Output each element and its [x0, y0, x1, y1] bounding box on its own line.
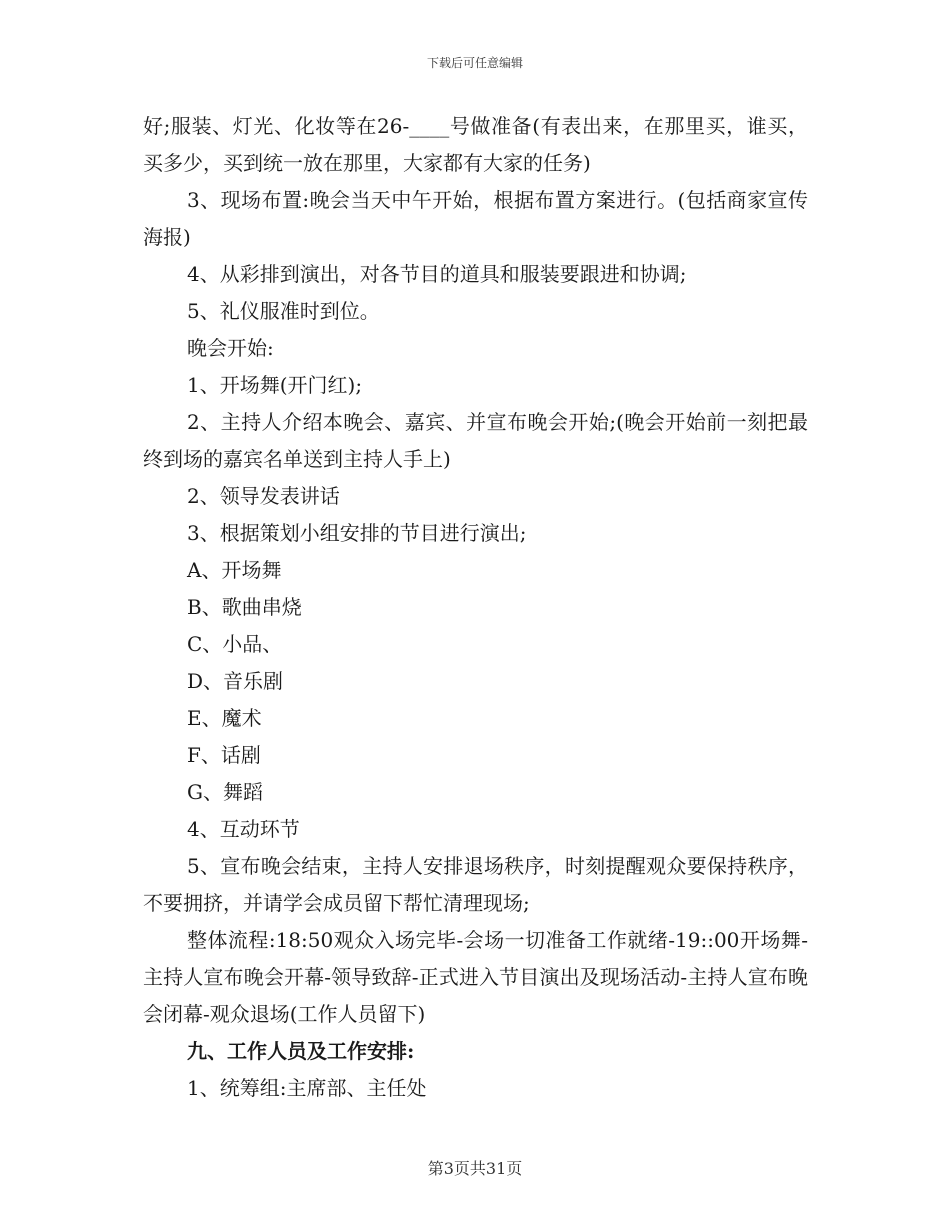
- paragraph-show-end: 5、宣布晚会结束，主持人安排退场秩序，时刻提醒观众要保持秩序，不要拥挤，并请学会成员留下帮忙清理现场;: [143, 854, 808, 915]
- paragraph-overall-flow: 整体流程:18:50观众入场完毕-会场一切准备工作就绪-19::00开场舞-主持人宣布晚会开幕-领导致辞-正式进入节目演出及现场活动-主持人宣布晚会闭幕-观众退场(工作人员留下): [143, 928, 808, 1026]
- paragraph-show-start: 晚会开始:: [187, 336, 274, 360]
- paragraph-prep-continuation: 好;服装、灯光、化妆等在26-____号做准备(有表出来，在那里买，谁买，买多少，买到统一放在那里，大家都有大家的任务): [143, 114, 808, 175]
- list-item-b: B、歌曲串烧: [187, 595, 302, 619]
- document-body: [143, 108, 808, 1107]
- page-footer: 第3页共31页: [427, 1159, 523, 1178]
- list-item-g: G、舞蹈: [187, 780, 263, 804]
- list-item-c: C、小品、: [187, 632, 283, 656]
- paragraph-performances: 3、根据策划小组安排的节目进行演出;: [187, 521, 527, 545]
- paragraph-host-intro: 2、主持人介绍本晚会、嘉宾、并宣布晚会开始;(晚会开始前一刻把最终到场的嘉宾名单送到主持人手上): [143, 410, 808, 471]
- paragraph-venue-setup: 3、现场布置:晚会当天中午开始，根据布置方案进行。(包括商家宣传海报): [143, 188, 808, 249]
- paragraph-props-followup: 4、从彩排到演出，对各节目的道具和服装要跟进和协调;: [187, 262, 687, 286]
- paragraph-etiquette: 5、礼仪服准时到位。: [187, 299, 380, 323]
- list-item-f: F、话剧: [187, 743, 261, 767]
- paragraph-opening-dance: 1、开场舞(开门红);: [187, 373, 363, 397]
- list-item-a: A、开场舞: [187, 558, 282, 582]
- list-item-e: E、魔术: [187, 706, 262, 730]
- page-header: 下载后可任意编辑: [426, 56, 523, 70]
- section-heading-staff: 九、工作人员及工作安排:: [187, 1039, 415, 1063]
- paragraph-interaction: 4、互动环节: [187, 817, 300, 841]
- list-item-d: D、音乐剧: [187, 669, 284, 693]
- paragraph-leader-speech: 2、领导发表讲话: [187, 484, 340, 508]
- paragraph-coordination-group: 1、统筹组:主席部、主任处: [187, 1076, 427, 1100]
